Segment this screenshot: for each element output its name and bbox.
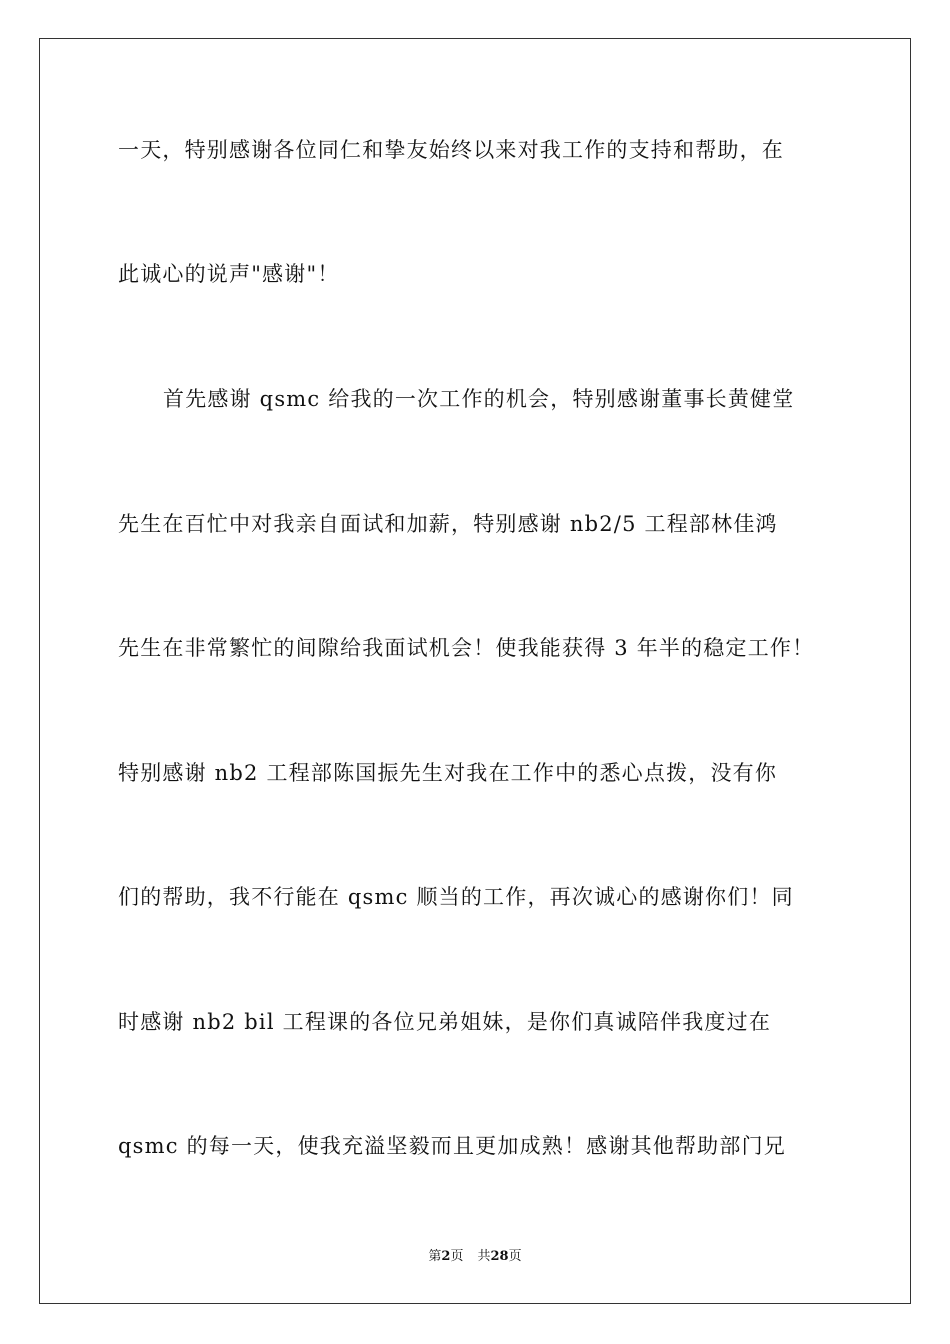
page-number: 2 [441,1249,451,1264]
body-line-9: qsmc 的每一天，使我充溢坚毅而且更加成熟！感谢其他帮助部门兄 [118,1134,786,1158]
body-line-7: 们的帮助，我不行能在 qsmc 顺当的工作，再次诚心的感谢你们！同 [118,885,794,909]
total-suffix: 页 [508,1249,522,1264]
page-suffix: 页 [450,1249,464,1264]
body-line-5: 先生在非常繁忙的间隙给我面试机会！使我能获得 3 年半的稳定工作！ [118,636,815,660]
body-line-8: 时感谢 nb2 bil 工程课的各位兄弟姐妹，是你们真诚陪伴我度过在 [118,1010,772,1034]
body-line-2: 此诚心的说声"感谢"！ [118,262,340,286]
page-border [39,38,911,1304]
total-pages: 28 [490,1249,509,1264]
body-line-6: 特别感谢 nb2 工程部陈国振先生对我在工作中的悉心点拨，没有你 [118,761,778,785]
body-line-4: 先生在百忙中对我亲自面试和加薪，特别感谢 nb2/5 工程部林佳鸿 [118,512,778,536]
body-line-1: 一天，特别感谢各位同仁和挚友始终以来对我工作的支持和帮助，在 [118,138,784,162]
page-footer [0,1248,950,1266]
page-prefix: 第 [428,1249,442,1264]
total-prefix: 共 [477,1249,491,1264]
body-line-3: 首先感谢 qsmc 给我的一次工作的机会，特别感谢董事长黄健堂 [163,387,795,411]
